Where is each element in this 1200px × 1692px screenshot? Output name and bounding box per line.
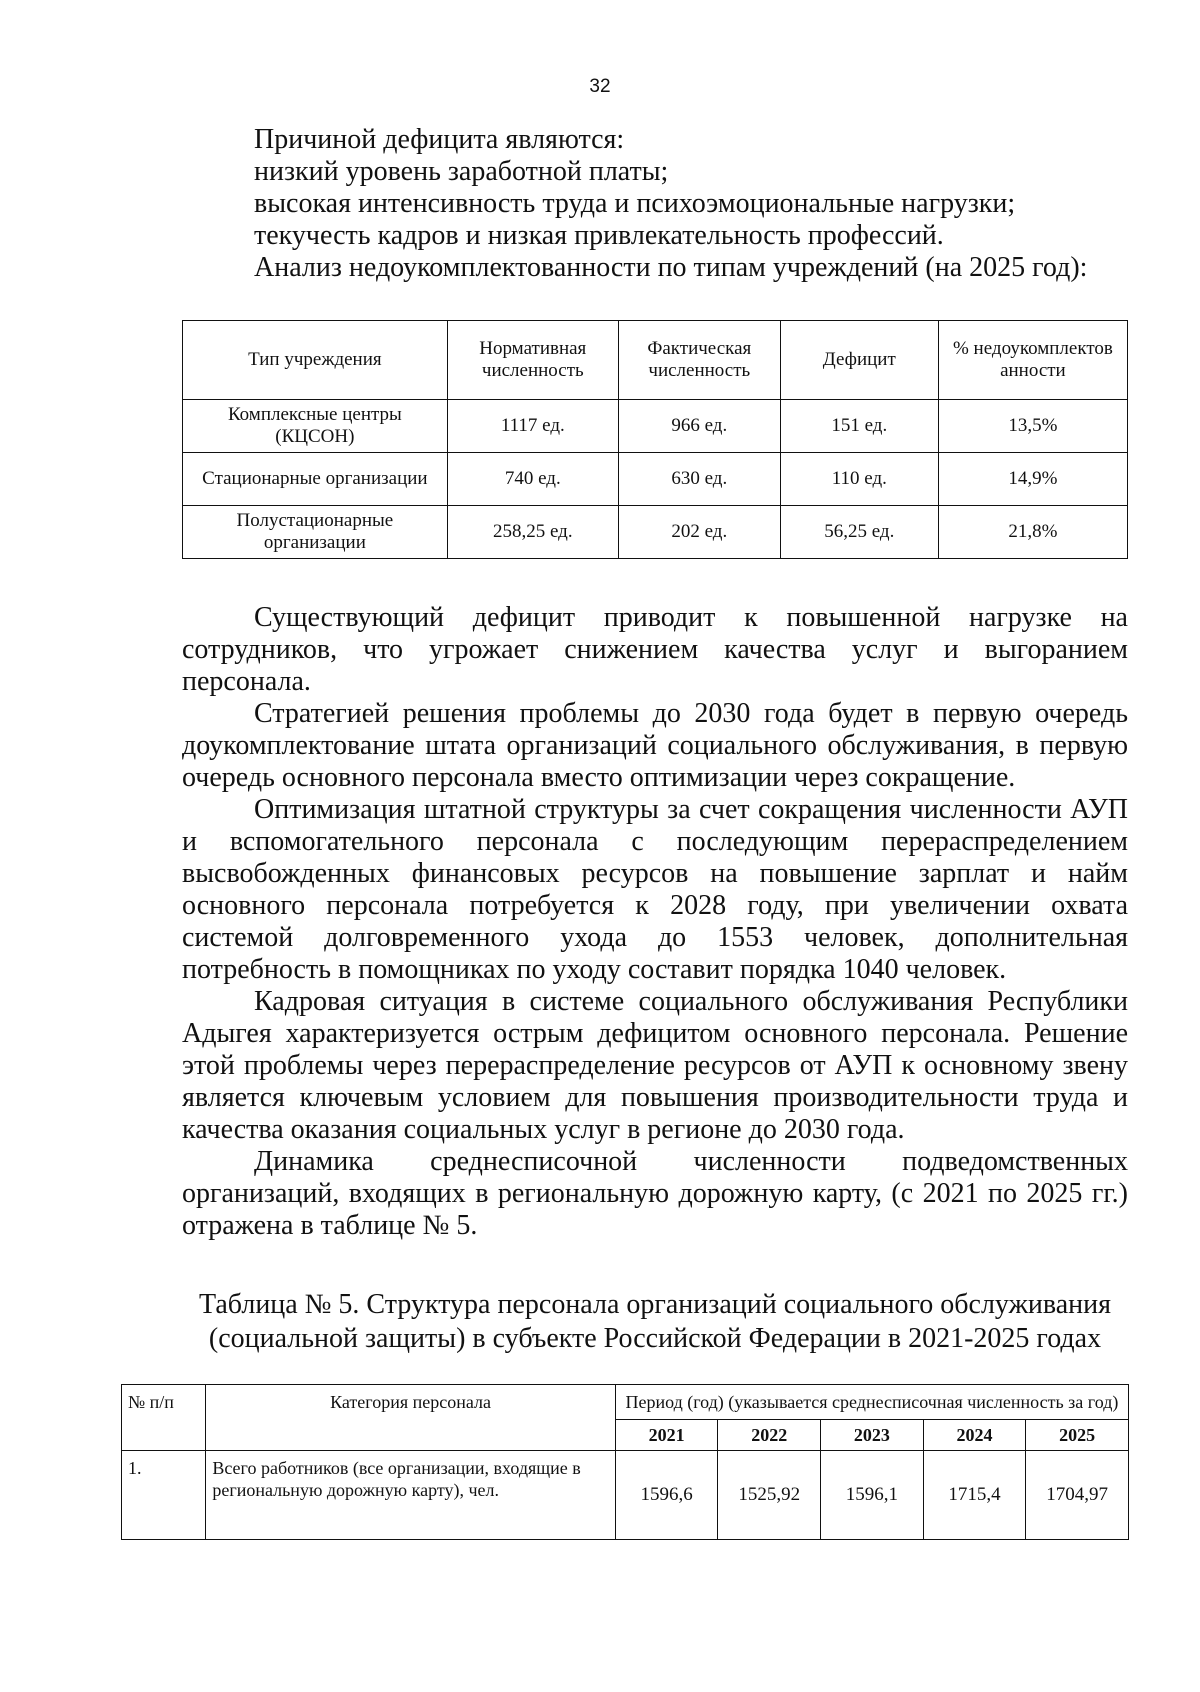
paragraph: Оптимизация штатной структуры за счет сокращения численности АУП и вспомогательного персонала с последующим перераспределением высвобожденных финансовых ресурсов на повышение зарплат и найм основного персонала потребуется к 2028 году, при увеличении охвата системой долговременного ухода до 1553 человек, дополнительная потребность в помощниках по уходу составит порядка 1040 человек.: [182, 794, 1128, 985]
paragraph: Стратегией решения проблемы до 2030 года будет в первую очередь доукомплектование штата организаций социального обслуживания, в первую очередь основного персонала вместо оптимизации через сокращение.: [182, 698, 1128, 793]
caption-line: Таблица № 5. Структура персонала организаций социального обслуживания: [198, 1289, 1112, 1320]
year-cell: 2023: [821, 1420, 924, 1451]
table-cell: 258,25 ед.: [447, 506, 618, 559]
table-cell: 21,8%: [938, 506, 1127, 559]
header-cell-category: Категория персонала: [206, 1385, 616, 1451]
header-cell: Фактическая численность: [618, 321, 780, 400]
header-cell: Нормативная численность: [447, 321, 618, 400]
intro-list: [254, 124, 1114, 284]
year-cell: 2024: [923, 1420, 1026, 1451]
understaffing-table: [182, 320, 1128, 559]
intro-line: низкий уровень заработной платы;: [254, 156, 669, 187]
year-cell: 2021: [615, 1420, 718, 1451]
body-text: [182, 602, 1128, 1242]
value-cell: 1525,92: [718, 1451, 821, 1540]
header-cell-num: № п/п: [122, 1385, 206, 1451]
table-cell: 14,9%: [938, 453, 1127, 506]
table-cell: 151 ед.: [780, 400, 938, 453]
year-cell: 2025: [1026, 1420, 1129, 1451]
table-cell: 110 ед.: [780, 453, 938, 506]
table-cell: Комплексные центры (КЦСОН): [183, 400, 448, 453]
table-header-row: [183, 321, 1128, 400]
table-cell: Стационарные организации: [183, 453, 448, 506]
table-cell: 202 ед.: [618, 506, 780, 559]
table-row: [183, 400, 1128, 453]
table5-caption: [182, 1288, 1128, 1356]
intro-line: текучесть кадров и низкая привлекательность профессий.: [254, 220, 944, 251]
value-cell: 1704,97: [1026, 1451, 1129, 1540]
value-cell: 1715,4: [923, 1451, 1026, 1540]
intro-line: высокая интенсивность труда и психоэмоциональные нагрузки;: [254, 188, 1016, 219]
table-cell: 630 ед.: [618, 453, 780, 506]
row-category: Всего работников (все организации, входящие в региональную дорожную карту), чел.: [206, 1451, 616, 1540]
caption-line: (социальной защиты) в субъекте Российской Федерации в 2021-2025 годах: [208, 1323, 1102, 1354]
table-cell: 966 ед.: [618, 400, 780, 453]
staff-structure-table: [121, 1384, 1129, 1540]
table-row: [183, 453, 1128, 506]
year-cell: 2022: [718, 1420, 821, 1451]
table-cell: Полустационарные организации: [183, 506, 448, 559]
table-cell: 13,5%: [938, 400, 1127, 453]
page-number: 32: [589, 76, 611, 97]
table-row: [122, 1451, 1129, 1540]
row-number: 1.: [122, 1451, 206, 1540]
table-cell: 740 ед.: [447, 453, 618, 506]
paragraph: Кадровая ситуация в системе социального обслуживания Республики Адыгея характеризуется острым дефицитом основного персонала. Решение этой проблемы через перераспределение ресурсов от АУП к основному звену является ключевым условием для повышения производительности труда и качества оказания социальных услуг в регионе до 2030 года.: [182, 986, 1128, 1145]
intro-line: Анализ недоукомплектованности по типам учреждений (на 2025 год):: [254, 252, 1088, 283]
intro-line: Причиной дефицита являются:: [254, 124, 625, 155]
header-cell: % недоукомплектов анности: [938, 321, 1127, 400]
paragraph: Динамика среднесписочной численности подведомственных организаций, входящих в региональную дорожную карту, (с 2021 по 2025 гг.) отражена в таблице № 5.: [182, 1146, 1128, 1241]
table-cell: 1117 ед.: [447, 400, 618, 453]
header-cell-period: Период (год) (указывается среднесписочная численность за год): [615, 1385, 1128, 1420]
table-header-row: [122, 1385, 1129, 1420]
header-cell: Дефицит: [780, 321, 938, 400]
value-cell: 1596,1: [821, 1451, 924, 1540]
table-cell: 56,25 ед.: [780, 506, 938, 559]
header-cell: Тип учреждения: [183, 321, 448, 400]
value-cell: 1596,6: [615, 1451, 718, 1540]
table-row: [183, 506, 1128, 559]
paragraph: Существующий дефицит приводит к повышенной нагрузке на сотрудников, что угрожает снижением качества услуг и выгоранием персонала.: [182, 602, 1128, 697]
